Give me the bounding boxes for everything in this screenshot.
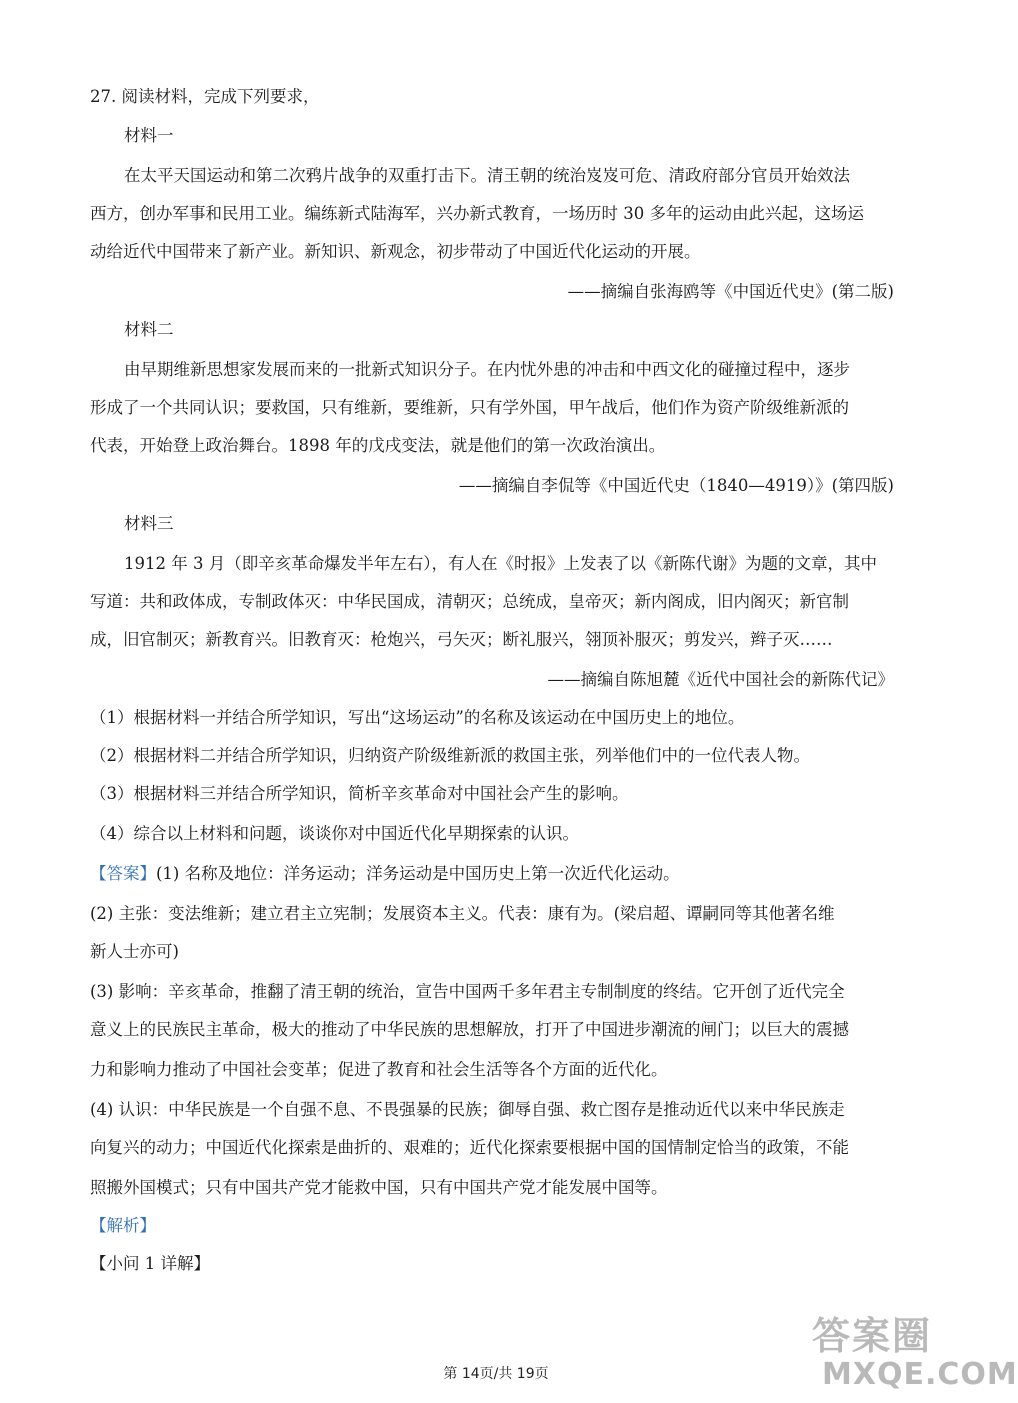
- answer-line: 新人士亦可): [90, 942, 179, 961]
- answer-line: (1) 名称及地位：洋务运动；洋务运动是中国历史上第一次近代化运动。: [156, 864, 680, 883]
- subquestion: （3）根据材料三并结合所学知识，简析辛亥革命对中国社会产生的影响。: [90, 784, 629, 803]
- analysis-tag: 【解析】: [90, 1216, 156, 1235]
- answer-block-start: [90, 863, 680, 885]
- answer-line: 力和影响力推动了中国社会变革；促进了教育和社会生活等各个方面的近代化。: [90, 1060, 668, 1079]
- material1-line: 西方，创办军事和民用工业。编练新式陆海军，兴办新式教育，一场历时 30 多年的运动由此兴起，这场运: [90, 204, 864, 223]
- answer-line: (3) 影响：辛亥革命，推翻了清王朝的统治，宣告中国两千多年君主专制制度的终结。它开创了近代完全: [90, 982, 845, 1001]
- material2-line: 代表，开始登上政治舞台。1898 年的戊戌变法，就是他们的第一次政治演出。: [90, 436, 666, 455]
- material1-line: 在太平天国运动和第二次鸦片战争的双重打击下。清王朝的统治岌岌可危、清政府部分官员开始效法: [124, 166, 850, 185]
- material1-line: 动给近代中国带来了新产业。新知识、新观念，初步带动了中国近代化运动的开展。: [90, 242, 701, 261]
- answer-line: 意义上的民族民主革命，极大的推动了中华民族的思想解放，打开了中国进步潮流的闸门；以巨大的震撼: [90, 1020, 849, 1039]
- material1-source: ——摘编自张海鸥等《中国近代史》(第二版): [567, 282, 894, 301]
- answer-tag: 【答案】: [90, 864, 156, 883]
- material2-heading: 材料二: [124, 320, 174, 339]
- analysis-subheading: 【小问 1 详解】: [90, 1254, 210, 1273]
- question-title: 27. 阅读材料，完成下列要求，: [90, 87, 320, 106]
- material2-line: 由早期维新思想家发展而来的一批新式知识分子。在内忧外患的冲击和中西文化的碰撞过程中，逐步: [124, 360, 850, 379]
- answer-line: (4) 认识：中华民族是一个自强不息、不畏强暴的民族；御辱自强、救亡图存是推动近代以来中华民族走: [90, 1100, 845, 1119]
- material2-source: ——摘编自李侃等《中国近代史（1840—4919）》(第四版): [458, 476, 894, 495]
- material3-source: ——摘编自陈旭麓《近代中国社会的新陈代记》: [547, 670, 894, 689]
- watermark-en: MXQE.COM: [822, 1357, 1018, 1392]
- material1-heading: 材料一: [124, 126, 174, 145]
- page-number: 第 14页/共 19页: [443, 1366, 549, 1382]
- material3-heading: 材料三: [124, 514, 174, 533]
- subquestion: （4）综合以上材料和问题，谈谈你对中国近代化早期探索的认识。: [90, 824, 579, 843]
- material2-line: 形成了一个共同认识；要救国，只有维新，要维新，只有学外国，甲午战后，他们作为资产阶级维新派的: [90, 398, 849, 417]
- answer-line: (2) 主张：变法维新；建立君主立宪制；发展资本主义。代表：康有为。(梁启超、谭嗣同等其他著名维: [90, 904, 835, 923]
- watermark-logo: [800, 1305, 1018, 1395]
- material3-line: 成，旧官制灭；新教育兴。旧教育灭：枪炮兴，弓矢灭；断礼服兴，翎顶补服灭；剪发兴，辫子灭……: [90, 630, 833, 649]
- answer-line: 照搬外国模式；只有中国共产党才能救中国，只有中国共产党才能发展中国等。: [90, 1178, 668, 1197]
- material3-line: 写道：共和政体成，专制政体灭：中华民国成，清朝灭；总统成，皇帝灭；新内阁成，旧内阁灭；新官制: [90, 592, 849, 611]
- subquestion: （1）根据材料一并结合所学知识，写出“这场运动”的名称及该运动在中国历史上的地位。: [90, 708, 745, 727]
- material3-line: 1912 年 3 月（即辛亥革命爆发半年左右），有人在《时报》上发表了以《新陈代谢》为题的文章，其中: [124, 554, 877, 573]
- subquestion: （2）根据材料二并结合所学知识，归纳资产阶级维新派的救国主张，列举他们中的一位代表人物。: [90, 746, 810, 765]
- watermark-cn: 答案圈: [812, 1314, 933, 1358]
- answer-line: 向复兴的动力；中国近代化探索是曲折的、艰难的；近代化探索要根据中国的国情制定恰当的政策，不能: [90, 1138, 849, 1157]
